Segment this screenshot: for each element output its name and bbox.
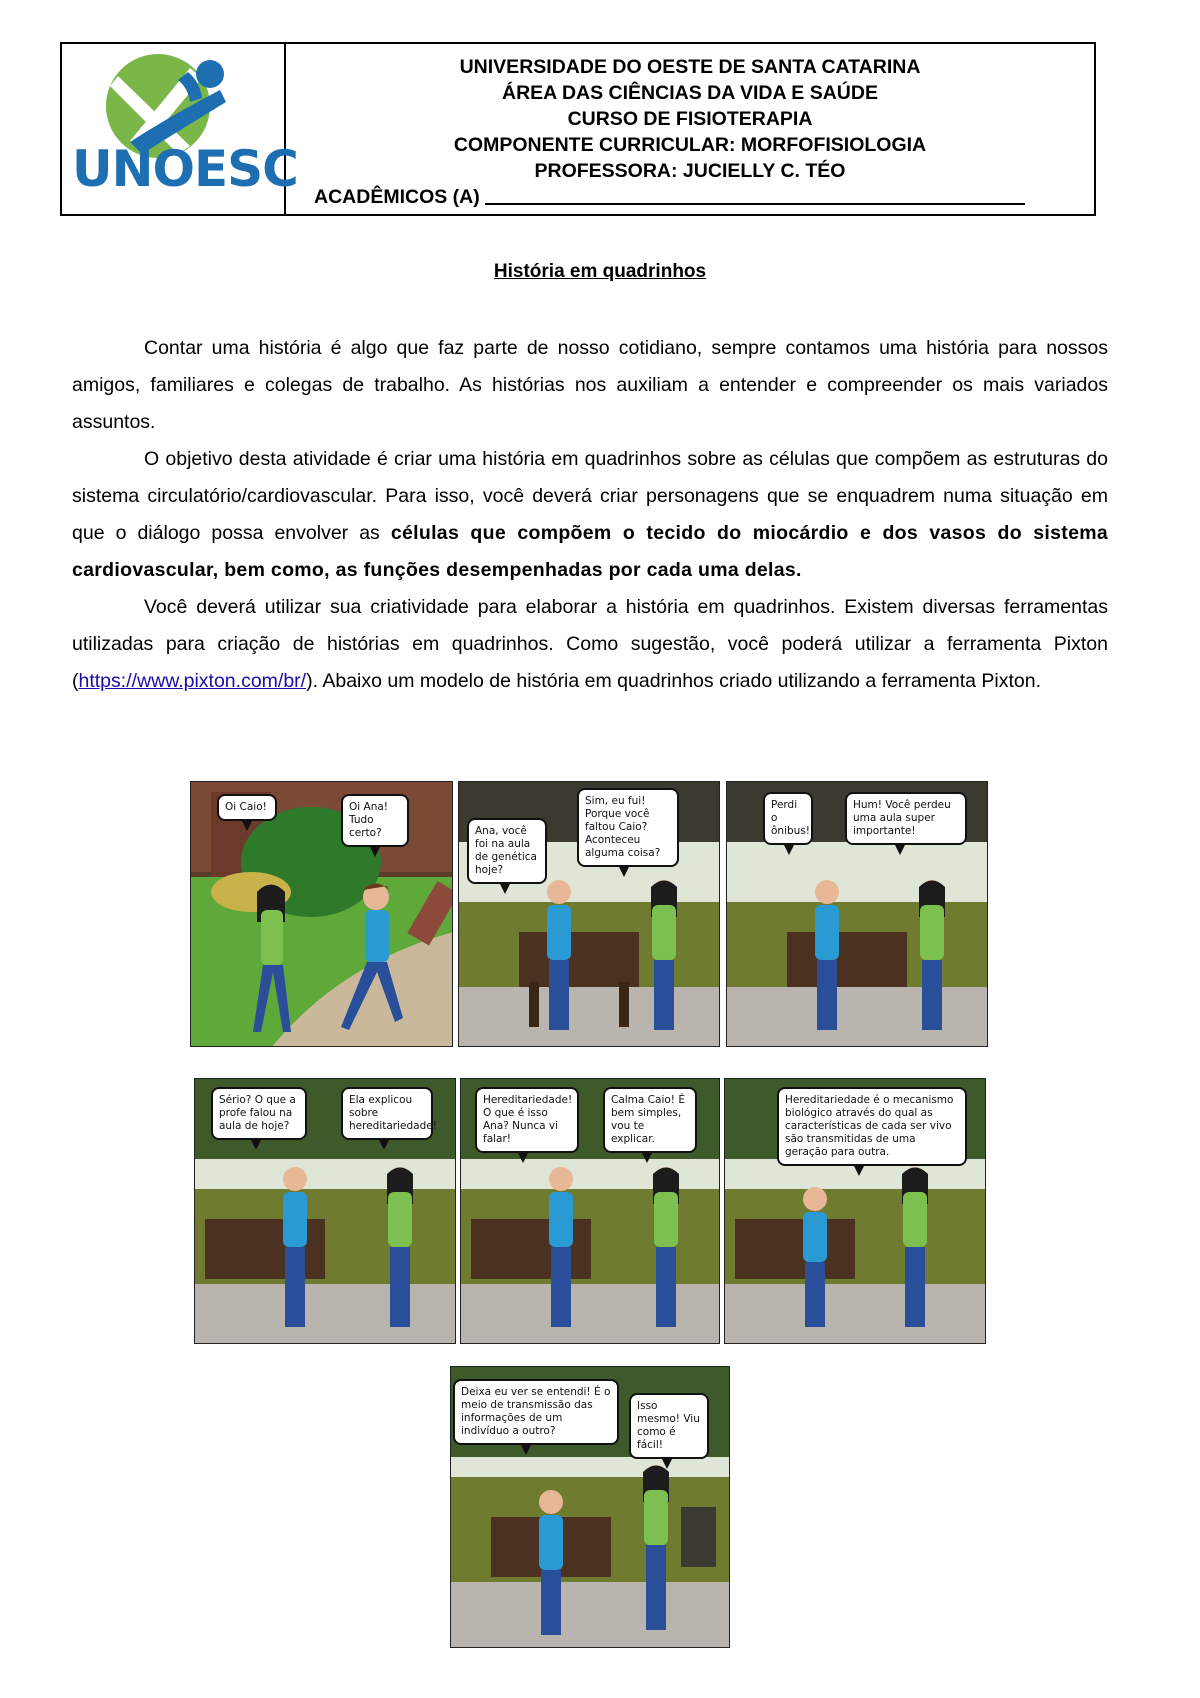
paragraph-2-bold: células que compõem o tecido do miocárdio e dos vasos do sistema cardiovascular, bem como, as funções desempenhadas por cada uma delas. — [72, 522, 1108, 581]
girl-character — [643, 1465, 669, 1630]
logo-text: UNOESC — [72, 140, 298, 198]
p1-bubble-2: Oi Ana! Tudo certo? — [341, 794, 409, 847]
comic-panel-5 — [460, 1078, 720, 1344]
comic-panel-7 — [450, 1366, 730, 1648]
p3-bubble-2: Hum! Você perdeu uma aula super importante! — [845, 792, 967, 845]
girl-character — [919, 880, 945, 1030]
girl-character — [653, 1167, 679, 1327]
component-name: COMPONENTE CURRICULAR: MORFOFISIOLOGIA — [453, 134, 927, 156]
comic-panel-4 — [194, 1078, 456, 1344]
p3-bubble-1: Perdi o ônibus! — [763, 792, 813, 845]
girl-character — [387, 1167, 413, 1327]
p5-bubble-1: Hereditariedade! O que é isso Ana? Nunca vi falar! — [475, 1087, 579, 1153]
course-name: CURSO DE FISIOTERAPIA — [567, 108, 813, 130]
p2-bubble-2: Sim, eu fui! Porque você faltou Caio? Aconteceu alguma coisa? — [577, 788, 679, 867]
p4-bubble-2: Ela explicou sobre hereditariedade! — [341, 1087, 433, 1140]
p6-bubble-1: Hereditariedade é o mecanismo biológico através do qual as características de cada ser vivo são transmitidas de uma geração para outra. — [777, 1087, 967, 1166]
p5-bubble-2: Calma Caio! É bem simples, vou te explicar. — [603, 1087, 697, 1153]
comic-panel-2 — [458, 781, 720, 1047]
pixton-link[interactable]: https://www.pixton.com/br/ — [78, 670, 307, 692]
p2-bubble-1: Ana, você foi na aula de genética hoje? — [467, 818, 547, 884]
p7-bubble-2: Isso mesmo! Viu como é fácil! — [629, 1393, 709, 1459]
academicos-blank[interactable] — [485, 185, 1025, 205]
paragraph-2-text: O objetivo desta atividade é criar uma história em quadrinhos sobre as células que compõem as estruturas do sistema circulatório/cardiovascular. Para isso, você deverá criar personagens que se enquadrem numa situação em que o diálogo possa envolver as — [72, 448, 1108, 544]
comic-panel-6 — [724, 1078, 986, 1344]
area-name: ÁREA DAS CIÊNCIAS DA VIDA E SAÚDE — [502, 82, 878, 104]
park-scene — [191, 782, 453, 1047]
professor-name: PROFESSORA: JUCIELLY C. TÉO — [534, 160, 846, 182]
paragraph-3-end: ). Abaixo um modelo de história em quadrinhos criado utilizando a ferramenta Pixton. — [306, 670, 1041, 692]
body-text — [72, 330, 1108, 700]
paragraph-3 — [72, 589, 1108, 700]
paragraph-3-text: Você deverá utilizar sua criatividade para elaborar a história em quadrinhos. Existem diversas ferramentas utilizadas para criação de histórias em quadrinhos. Como sugestão, você poderá utilizar a ferramenta Pixton ( — [72, 596, 1108, 692]
comic-panel-3 — [726, 781, 988, 1047]
paragraph-1: Contar uma história é algo que faz parte de nosso cotidiano, sempre contamos uma história para nossos amigos, familiares e colegas de trabalho. As histórias nos auxiliam a entender e compreender os mais variados assuntos. — [72, 337, 1108, 433]
header-text — [286, 44, 1094, 214]
girl-character — [651, 880, 677, 1030]
p4-bubble-1: Sério? O que a profe falou na aula de hoje? — [211, 1087, 307, 1140]
paragraph-2 — [72, 441, 1108, 589]
p1-bubble-1: Oi Caio! — [217, 794, 277, 821]
girl-character — [902, 1167, 928, 1327]
university-name: UNIVERSIDADE DO OESTE DE SANTA CATARINA — [459, 56, 921, 78]
page-title: História em quadrinhos — [493, 261, 707, 282]
academicos-label: ACADÊMICOS (A) — [314, 186, 480, 208]
academicos-line — [314, 184, 1025, 210]
p7-bubble-1: Deixa eu ver se entendi! É o meio de transmissão das informações de um indivíduo a outro? — [453, 1379, 619, 1445]
logo-cell — [62, 44, 298, 214]
comic-panel-1 — [190, 781, 453, 1047]
header-table — [60, 42, 1096, 216]
